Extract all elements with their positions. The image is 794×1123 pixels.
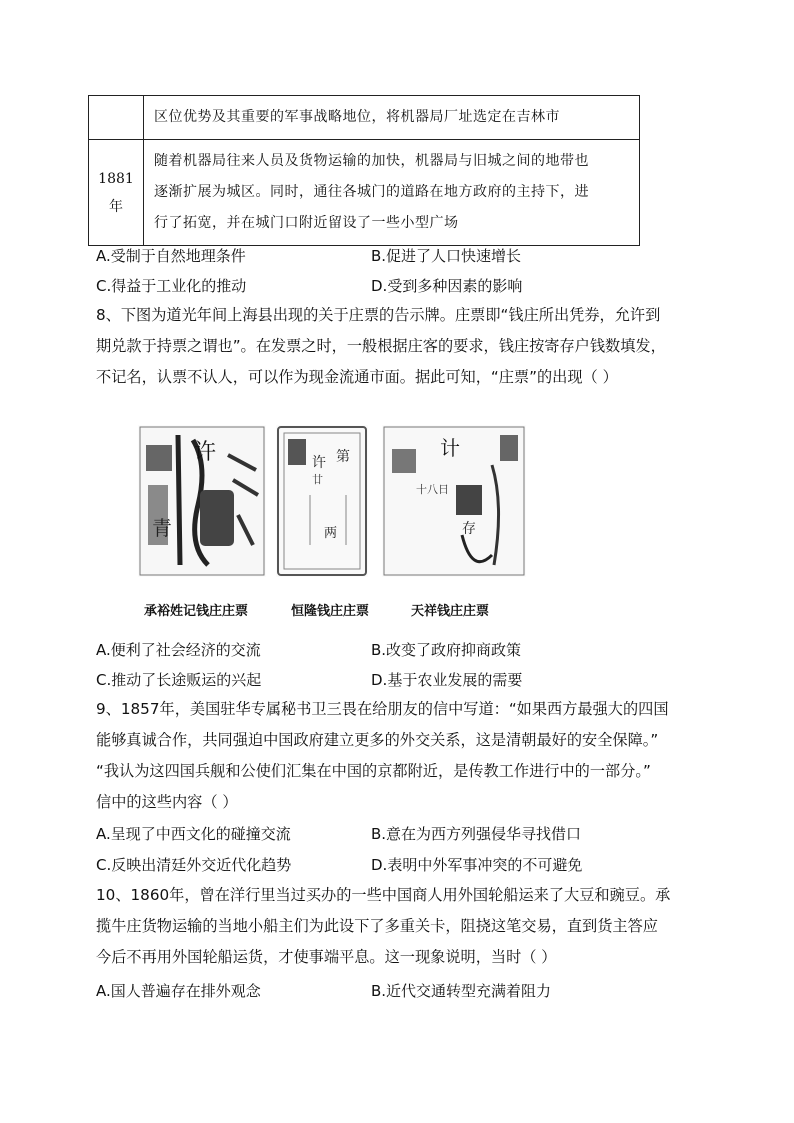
ticket-mark: 许 — [312, 455, 326, 471]
table-row — [89, 96, 640, 140]
table-cell-year — [89, 140, 144, 246]
q7-option-a: A.受制于自然地理条件 — [96, 247, 246, 265]
q8-line: 8、下图为道光年间上海县出现的关于庄票的告示牌。庄票即“钱庄所出凭券，允许到 — [96, 306, 661, 324]
question-8-stem — [96, 300, 696, 393]
table-cell-year — [89, 96, 144, 140]
caption-tianxiang: 天祥钱庄庄票 — [411, 604, 490, 619]
q10-option-a: A.国人普遍存在排外观念 — [96, 982, 261, 1000]
q8-option-c: C.推动了长途贩运的兴起 — [96, 671, 262, 689]
caption-chengyu: 承裕姓记钱庄庄票 — [144, 604, 249, 619]
year-number: 1881 — [98, 170, 134, 187]
ticket-mark: 计 — [440, 436, 460, 460]
ticket-image-henglong — [276, 425, 368, 577]
q10-option-b: B.近代交通转型充满着阻力 — [371, 982, 552, 1000]
q7-option-d: D.受到多种因素的影响 — [371, 277, 523, 295]
table-text-line: 逐渐扩展为城区。同时，通往各城门的道路在地方政府的主持下，进 — [154, 184, 589, 200]
ticket-image-chengyu — [138, 425, 266, 577]
q9-option-d: D.表明中外军事冲突的不可避免 — [371, 856, 583, 874]
q9-option-b: B.意在为西方列强侵华寻找借口 — [371, 825, 582, 843]
caption-henglong: 恒隆钱庄庄票 — [291, 604, 370, 619]
question-9-stem — [96, 694, 696, 818]
table-text-line: 随着机器局往来人员及货物运输的加快，机器局与旧城之间的地带也 — [154, 153, 589, 169]
q10-line: 10、1860年，曾在洋行里当过买办的一些中国商人用外国轮船运来了大豆和豌豆。承 — [96, 886, 671, 904]
q7-option-c: C.得益于工业化的推动 — [96, 277, 247, 295]
q9-line: 9、1857年，美国驻华专属秘书卫三畏在给朋友的信中写道：“如果西方最强大的四国 — [96, 700, 669, 718]
table-cell-text: 区位优势及其重要的军事战略地位，将机器局厂址选定在吉林市 — [144, 96, 640, 140]
q8-option-d: D.基于农业发展的需要 — [371, 671, 523, 689]
ticket-mark: 第 — [336, 449, 350, 465]
q8-option-b: B.改变了政府抑商政策 — [371, 641, 522, 659]
question-10-stem — [96, 880, 696, 973]
q9-line: 信中的这些内容（ ） — [96, 793, 238, 811]
ticket-mark: 十八日 — [416, 483, 449, 496]
ticket-mark: 存 — [462, 521, 476, 537]
table-cell-text — [144, 140, 640, 246]
q9-option-c: C.反映出清廷外交近代化趋势 — [96, 856, 292, 874]
q10-line: 揽牛庄货物运输的当地小船主们为此设下了多重关卡，阻挠这笔交易，直到货主答应 — [96, 917, 658, 935]
ticket-mark: 青 — [152, 516, 172, 540]
table-text-line: 行了拓宽，并在城门口附近留设了一些小型广场 — [154, 215, 459, 231]
ticket-image-tianxiang — [382, 425, 526, 577]
q9-option-a: A.呈现了中西文化的碰撞交流 — [96, 825, 291, 843]
ticket-mark: 许 — [194, 440, 217, 465]
q8-line: 不记名，认票不认人，可以作为现金流通市面。据此可知，“庄票”的出现（ ） — [96, 368, 618, 386]
q10-line: 今后不再用外国轮船运货，才使事端平息。这一现象说明，当时（ ） — [96, 948, 557, 966]
q9-line: “我认为这四国兵舰和公使们汇集在中国的京都附近，是传教工作进行中的一部分。” — [96, 762, 651, 780]
table-row — [89, 140, 640, 246]
q7-option-b: B.促进了人口快速增长 — [371, 247, 522, 265]
q8-option-a: A.便利了社会经济的交流 — [96, 641, 261, 659]
year-suffix: 年 — [109, 198, 123, 215]
q9-line: 能够真诚合作，共同强迫中国政府建立更多的外交关系，这是清朝最好的安全保障。” — [96, 731, 659, 749]
ticket-mark: 廿 — [312, 473, 323, 486]
history-table — [88, 95, 640, 246]
ticket-mark: 两 — [324, 526, 338, 541]
q8-line: 期兑款于持票之谓也”。在发票之时，一般根据庄客的要求，钱庄按寄存户钱数填发， — [96, 337, 666, 355]
